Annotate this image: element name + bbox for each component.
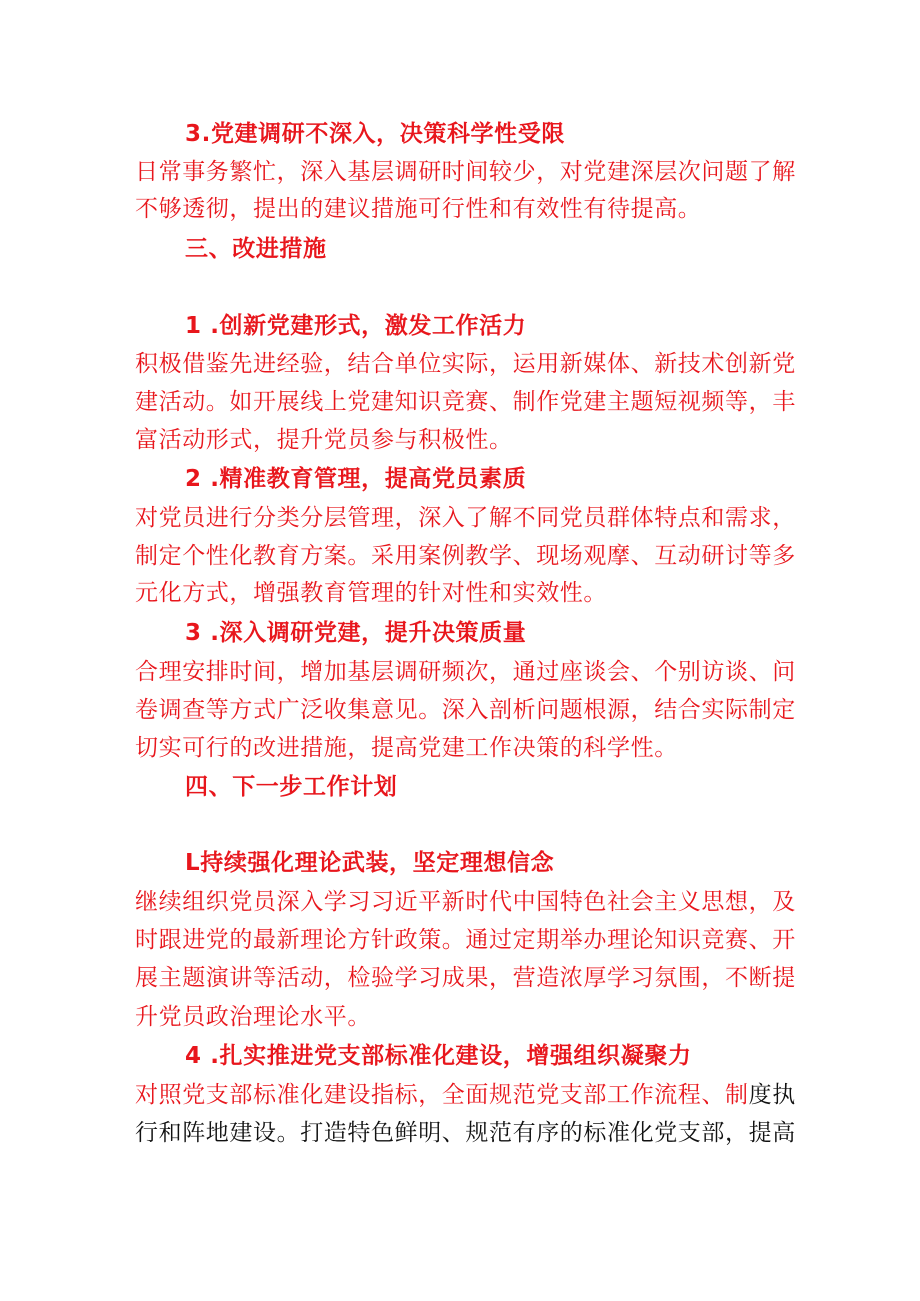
paragraph-line: 切实可行的改进措施，提高党建工作决策的科学性。 <box>135 735 678 761</box>
paragraph-line <box>135 1118 796 1148</box>
section-heading: 3.党建调研不深入，决策科学性受限 <box>185 121 565 147</box>
section-title: 四、下一步工作计划 <box>185 774 398 800</box>
paragraph-line: 时跟进党的最新理论方针政策。通过定期举办理论知识竞赛、开 <box>135 927 796 953</box>
paragraph-text-black: 度执 <box>748 1082 796 1108</box>
section-title: 三、改进措施 <box>185 236 327 262</box>
section-heading: 2 .精准教育管理，提高党员素质 <box>185 466 527 492</box>
paragraph-line: 不够透彻，提出的建议措施可行性和有效性有待提高。 <box>135 196 702 222</box>
paragraph-line: 对党员进行分类分层管理，深入了解不同党员群体特点和需求， <box>135 505 796 531</box>
paragraph-line: 合理安排时间，增加基层调研频次，通过座谈会、个别访谈、问 <box>135 659 796 685</box>
paragraph-line: 富活动形式，提升党员参与积极性。 <box>135 427 513 453</box>
paragraph-line: 建活动。如开展线上党建知识竞赛、制作党建主题短视频等，丰 <box>135 389 796 415</box>
paragraph-line: 升党员政治理论水平。 <box>135 1004 371 1030</box>
paragraph-text-black: 行和阵地建设。打造特色鲜明、规范有序的标准化党支部，提高 <box>135 1120 796 1146</box>
section-heading: 1 .创新党建形式，激发工作活力 <box>185 313 527 339</box>
section-heading: 3 .深入调研党建，提升决策质量 <box>185 620 527 646</box>
paragraph-line: 展主题演讲等活动，检验学习成果，营造浓厚学习氛围，不断提 <box>135 965 796 991</box>
paragraph-line <box>135 1080 796 1110</box>
paragraph-line: 卷调查等方式广泛收集意见。深入剖析问题根源，结合实际制定 <box>135 697 796 723</box>
paragraph-line: 日常事务繁忙，深入基层调研时间较少，对党建深层次问题了解 <box>135 159 796 185</box>
paragraph-line: 制定个性化教育方案。采用案例教学、现场观摩、互动研讨等多 <box>135 543 796 569</box>
section-heading: 4 .扎实推进党支部标准化建设，增强组织凝聚力 <box>185 1043 692 1069</box>
paragraph-line: 元化方式，增强教育管理的针对性和实效性。 <box>135 580 607 606</box>
paragraph-line: 积极借鉴先进经验，结合单位实际，运用新媒体、新技术创新党 <box>135 351 796 377</box>
paragraph-text-red: 对照党支部标准化建设指标，全面规范党支部工作流程、制 <box>135 1082 749 1108</box>
section-heading: L持续强化理论武装，坚定理想信念 <box>185 850 555 876</box>
paragraph-line: 继续组织党员深入学习习近平新时代中国特色社会主义思想，及 <box>135 889 796 915</box>
